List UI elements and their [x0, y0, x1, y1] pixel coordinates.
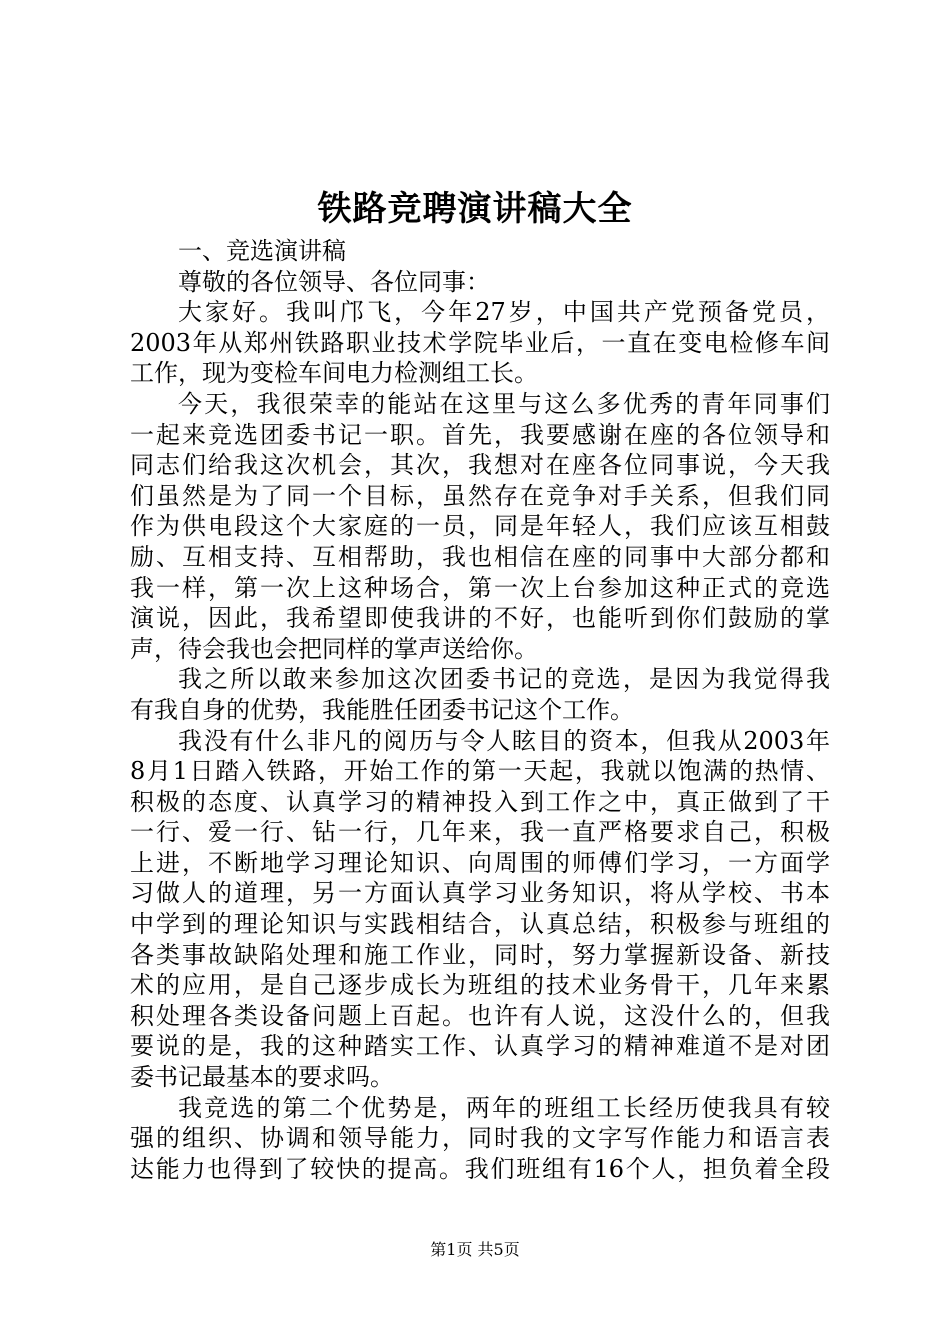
text-line: 上进，不断地学习理论知识、向周围的师傅们学习，一方面学: [130, 848, 830, 877]
text-line: 我竞选的第二个优势是，两年的班组工长经历使我具有较: [178, 1093, 830, 1122]
text-line: 委书记最基本的要求吗。: [130, 1063, 394, 1092]
text-line: 习做人的道理，另一方面认真学习业务知识，将从学校、书本: [130, 879, 830, 908]
text-line: 要说的是，我的这种踏实工作、认真学习的精神难道不是对团: [130, 1032, 830, 1061]
text-line: 2003年从郑州铁路职业技术学院毕业后，一直在变电检修车间: [130, 328, 830, 357]
text-line: 同志们给我这次机会，其次，我想对在座各位同事说，今天我: [130, 451, 830, 480]
text-line: 们虽然是为了同一个目标，虽然存在竞争对手关系，但我们同: [130, 481, 830, 510]
text-line: 工作，现为变检车间电力检测组工长。: [130, 359, 538, 388]
text-line: 8月1日踏入铁路，开始工作的第一天起，我就以饱满的热情、: [130, 757, 830, 786]
text-line: 我一样，第一次上这种场合，第一次上台参加这种正式的竞选: [130, 573, 830, 602]
text-line: 达能力也得到了较快的提高。我们班组有16个人，担负着全段: [130, 1154, 830, 1183]
text-line: 励、互相支持、互相帮助，我也相信在座的同事中大部分都和: [130, 542, 830, 571]
text-line: 声，待会我也会把同样的掌声送给你。: [130, 634, 538, 663]
text-line: 有我自身的优势，我能胜任团委书记这个工作。: [130, 695, 634, 724]
text-line: 术的应用，是自己逐步成长为班组的技术业务骨干，几年来累: [130, 971, 830, 1000]
document-title: 铁路竞聘演讲稿大全: [317, 189, 633, 229]
text-line: 积极的态度、认真学习的精神投入到工作之中，真正做到了干: [130, 787, 830, 816]
text-line: 我没有什么非凡的阅历与令人眩目的资本，但我从2003年: [178, 726, 830, 755]
text-line: 今天，我很荣幸的能站在这里与这么多优秀的青年同事们: [178, 389, 830, 418]
text-line: 演说，因此，我希望即使我讲的不好，也能听到你们鼓励的掌: [130, 604, 830, 633]
page-footer: 第1页 共5页: [430, 1240, 520, 1259]
text-line: 各类事故缺陷处理和施工作业，同时，努力掌握新设备、新技: [130, 940, 830, 969]
document-body: [130, 236, 830, 1184]
text-line: 一行、爱一行、钻一行，几年来，我一直严格要求自己，积极: [130, 818, 830, 847]
text-line: 作为供电段这个大家庭的一员，同是年轻人，我们应该互相鼓: [130, 512, 830, 541]
text-line: 大家好。我叫邝飞，今年27岁，中国共产党预备党员，: [178, 298, 830, 327]
text-line: 尊敬的各位领导、各位同事：: [178, 267, 490, 296]
text-line: 一起来竞选团委书记一职。首先，我要感谢在座的各位领导和: [130, 420, 830, 449]
text-line: 中学到的理论知识与实践相结合，认真总结，积极参与班组的: [130, 910, 830, 939]
text-line: 我之所以敢来参加这次团委书记的竞选，是因为我觉得我: [178, 665, 830, 694]
text-line: 强的组织、协调和领导能力，同时我的文字写作能力和语言表: [130, 1124, 830, 1153]
text-line: 积处理各类设备问题上百起。也许有人说，这没什么的，但我: [130, 1001, 830, 1030]
text-line: 一、竞选演讲稿: [178, 237, 346, 265]
